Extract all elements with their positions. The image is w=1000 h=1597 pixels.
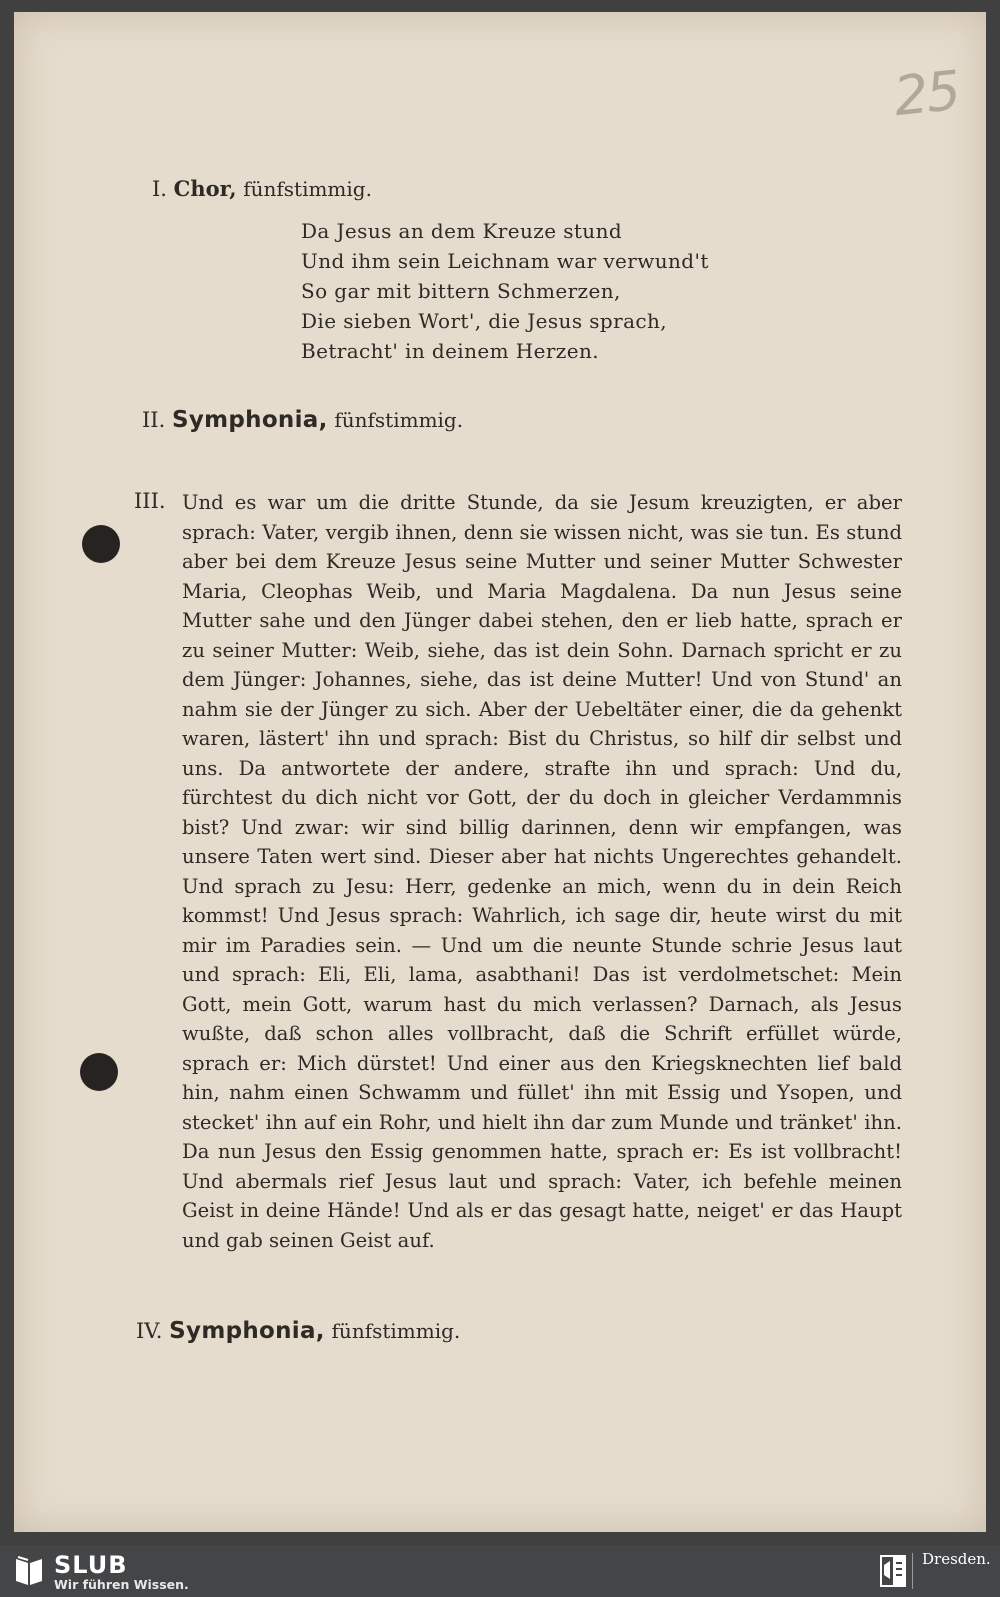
verse-line: Betracht' in deinem Herzen.: [301, 339, 599, 363]
city-logo-text: Dresden.: [922, 1550, 991, 1568]
punch-hole-bottom: [80, 1053, 118, 1091]
dresden-coat-of-arms-icon: [880, 1555, 906, 1587]
library-name: SLUB: [54, 1551, 128, 1579]
section-4-numeral: IV.: [136, 1319, 163, 1343]
document-page: [14, 12, 986, 1532]
section-1-voices: fünfstimmig.: [243, 177, 372, 201]
section-1-heading: [152, 176, 372, 201]
section-2-heading: [142, 407, 463, 433]
page-number: 25: [890, 58, 962, 129]
section-4-title: Symphonia,: [169, 1318, 325, 1344]
section-2-numeral: II.: [142, 408, 166, 432]
verse-line: Die sieben Wort', die Jesus sprach,: [301, 309, 668, 333]
verse-line: So gar mit bittern Schmerzen,: [301, 279, 621, 303]
punch-hole-top: [82, 525, 120, 563]
section-3-numeral: III.: [134, 489, 166, 513]
chorale-verse: [301, 216, 709, 366]
slub-book-icon: [14, 1555, 44, 1587]
verse-line: Da Jesus an dem Kreuze stund: [301, 219, 623, 243]
footer-separator: [912, 1553, 913, 1589]
section-1-title: Chor,: [173, 176, 237, 201]
section-3-text: Und es war um die dritte Stunde, da sie Jesum kreuzigten, er aber sprach: Vater, vergib ihnen, denn sie wissen nicht, was sie tun. Es stund aber bei dem Kreuze Jesus seine Mutter und seiner Mutter Schwester Maria, Cleophas Weib, und Maria Magdalena. Da nun Jesus seine Mutter sahe und den Jünger dabei stehen, den er lieb hatte, sprach er zu seiner Mutter: Weib, siehe, das ist dein Sohn. Darnach spricht er zu dem Jünger: Johannes, siehe, das ist deine Mutter! Und von Stund' an nahm sie der Jünger zu sich. Aber der Uebeltäter einer, die da gehenkt waren, lästert' ihn und sprach: Bist du Christus, so hilf dir selbst und uns. Da antwortete der andere, strafte ihn und sprach: Und du, fürchtest du dich nicht vor Gott, der du doch in gleicher Verdammnis bist? Und zwar: wir sind billig darinnen, denn wir empfangen, was unsere Taten wert sind. Dieser aber hat nichts Ungerechtes gehandelt. Und sprach zu Jesu: Herr, gedenke an mich, wenn du in dein Reich kommst! Und Jesus sprach: Wahrlich, ich sage dir, heute wirst du mit mir im Paradies sein. — Und um die neunte Stunde schrie Jesus laut und sprach: Eli, Eli, lama, asabthani! Das ist verdolmetschet: Mein Gott, mein Gott, warum hast du mich verlassen? Darnach, als Jesus wußte, daß schon alles vollbracht, daß die Schrift erfüllet würde, sprach er: Mich dürstet! Und einer aus den Kriegsknechten lief bald hin, nahm einen Schwamm und füllet' ihn mit Essig und Ysopen, und stecket' ihn auf ein Rohr, und hielt ihn dar zum Munde und tränket' ihn. Da nun Jesus den Essig genommen hatte, sprach er: Es ist vollbracht! Und abermals rief Jesus laut und sprach: Vater, ich befehle meinen Geist in deine Hände! Und als er das gesagt hatte, neiget' er das Haupt und gab seinen Geist auf.: [182, 491, 902, 1252]
section-2-voices: fünfstimmig.: [334, 408, 464, 432]
section-4-heading: [136, 1318, 460, 1344]
section-4-voices: fünfstimmig.: [331, 1319, 461, 1343]
section-2-title: Symphonia,: [171, 407, 328, 433]
viewer-footer: [0, 1545, 1000, 1597]
library-tagline: Wir führen Wissen.: [54, 1577, 189, 1592]
verse-line: Und ihm sein Leichnam war verwund't: [301, 249, 709, 273]
section-1-numeral: I.: [152, 177, 167, 201]
